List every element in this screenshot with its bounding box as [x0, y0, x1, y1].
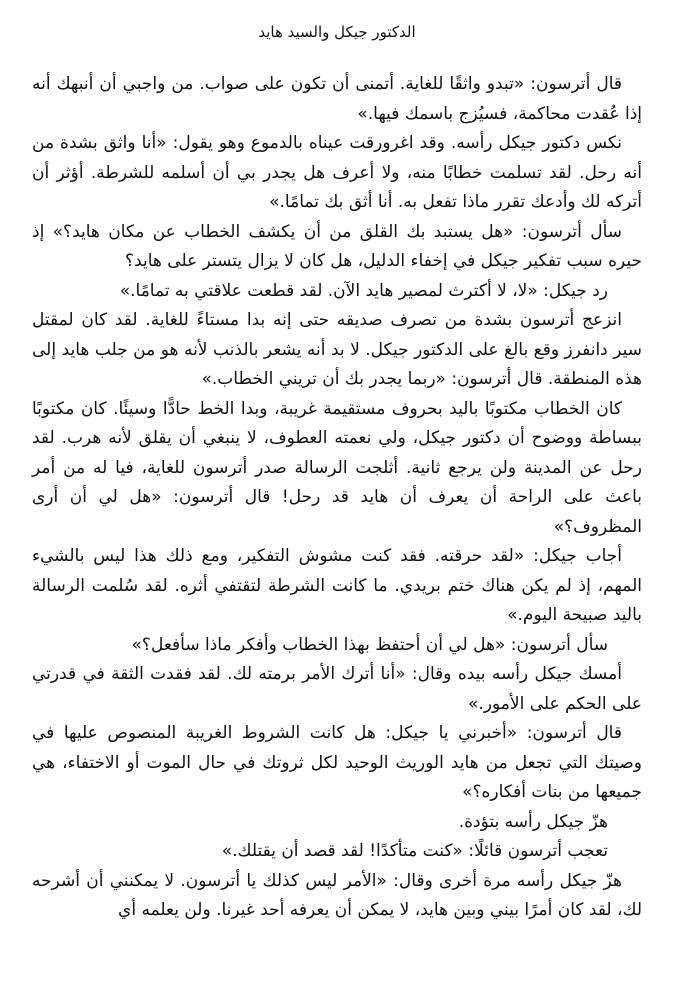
paragraph: تعجب أترسون قائلًا: «كنت متأكدًا! لقد قصد أن يقتلك.» [221, 841, 608, 861]
paragraph: هزّ جيكل رأسه مرة أخرى وقال: «الأمر ليس كذلك يا أترسون. لا يمكنني أن أشرحه لك، لقد كان أمرًا بيني وبين هايد، لا يمكن أن يعرفه أحد غيرنا. ولن يعلمه أي [32, 870, 642, 920]
running-title: الدكتور جيكل والسيد هايد [258, 23, 416, 41]
paragraph: سأل أترسون: «هل لي أن أحتفظ بهذا الخطاب وأفكر ماذا سأفعل؟» [131, 634, 608, 655]
paragraph: كان الخطاب مكتوبًا باليد بحروف مستقيمة غريبة، وبدا الخط حادًّا وسيئًا. كان مكتوبًا ببساطة ووضوح أن دكتور جيكل، ولي نعمته العطوف، لا ينبغي أن يقلق لأنه هرب. لقد رحل عن المدينة ولن يرجع ثانية. أثلجت الرسالة صدر أترسون للغاية، فيا له من أمر باعث على الراحة أن يعرف أن هايد قد رحل! قال أترسون: «هل لي أن أرى المظروف؟» [32, 398, 642, 537]
page-body [32, 70, 642, 926]
paragraph: قال أترسون: «تبدو واثقًا للغاية. أتمنى أن تكون على صواب. من واجبي أن أنبهك أنه إذا عُقدت محاكمة، فسيُزج باسمك فيها.» [32, 74, 642, 124]
paragraph: هزّ جيكل رأسه بتؤدة. [458, 811, 608, 832]
paragraph: قال أترسون: «أخبرني يا جيكل: هل كانت الشروط الغريبة المنصوص عليها في وصيتك التي تجعل من هايد الوريث الوحيد لكل ثروتك في حال الموت أو الاختفاء، هي جميعها من بنات أفكاره؟» [32, 723, 642, 802]
paragraph: سأل أترسون: «هل يستبد بك القلق من أن يكشف الخطاب عن مكان هايد؟» إذ حيره سبب تفكير جيكل في إخفاء الدليل، هل كان لا يزال يتستر على هايد؟ [32, 221, 642, 271]
paragraph: نكس دكتور جيكل رأسه. وقد اغرورقت عيناه بالدموع وهو يقول: «أنا واثق بشدة من أنه رحل. لقد تسلمت خطابًا منه، ولا أعرف هل يجدر بي أن أسلمه للشرطة. أؤثر أن أتركه لك وأدعك تقرر ماذا تفعل به. أنا أثق بك تمامًا.» [32, 133, 642, 212]
paragraph: أمسك جيكل رأسه بيده وقال: «أنا أترك الأمر برمته لك. لقد فقدت الثقة في قدرتي على الحكم على الأمور.» [32, 664, 642, 714]
paragraph: رد جيكل: «لا، لا أكترث لمصير هايد الآن. لقد قطعت علاقتي به تمامًا.» [119, 280, 608, 301]
paragraph: انزعج أترسون بشدة من تصرف صديقه حتى إنه بدا مستاءً للغاية. لقد كان لمقتل سير دانفرز وقع بالغ على الدكتور جيكل. لا بد أنه يشعر بالذنب لأنه هو من جلب هايد إلى هذه المنطقة. قال أترسون: «ربما يجدر بك أن تريني الخطاب.» [32, 310, 642, 389]
paragraph: أجاب جيكل: «لقد حرقته. فقد كنت مشوش التفكير، ومع ذلك هذا ليس بالشيء المهم، إذ لم يكن هناك ختم بريدي. ما كانت الشرطة لتقتفي أثره. لقد سُلمت الرسالة باليد صبيحة اليوم.» [32, 546, 642, 625]
